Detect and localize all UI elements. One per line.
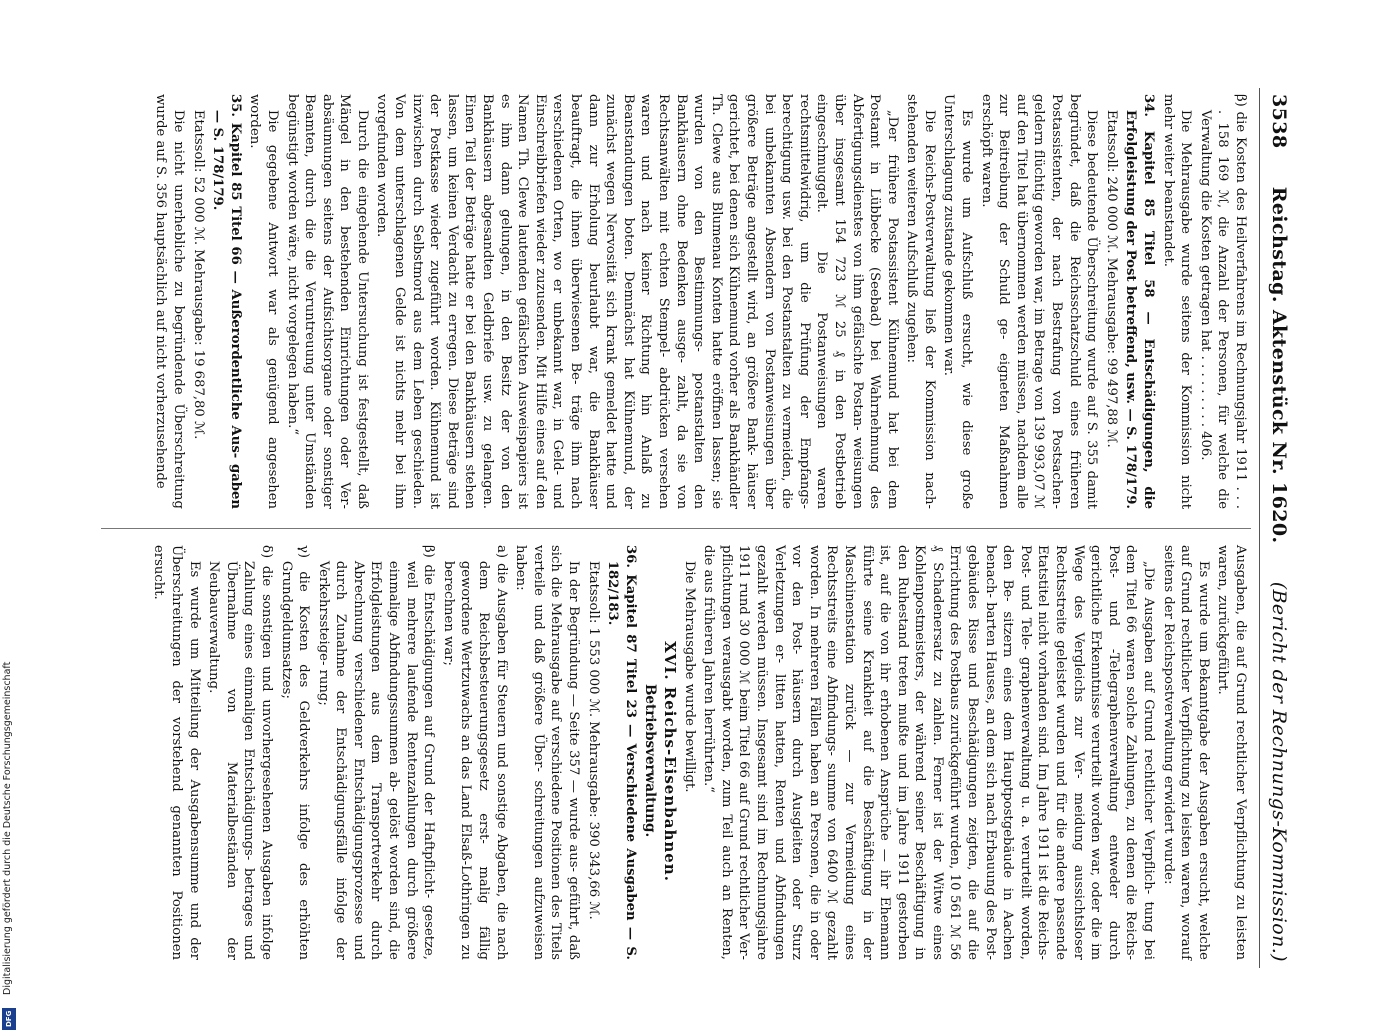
paragraph: In der Begründung — Seite 357 — wurde aus- geführt, daß sich die Mehrausgabe auf verschiedene Positionen des Titels verteile und daß größere Über- schreitungen aufzuweisen haben: [513, 545, 582, 960]
item-36-etat: Etatssoll: 1 553 000 ℳ. Mehrausgabe: 390 343,66 ℳ. [585, 560, 601, 920]
item-34-etat: Etatssoll: 240 000 ℳ. Mehrausgabe: 99 497,88 ℳ. [1103, 109, 1119, 448]
page-subtitle: (Bericht der Rechnungs-Kommission.) [1268, 581, 1290, 962]
quotation: „Die Ausgaben auf Grund rechtlicher Verpflich- tung bei dem Titel 66 waren solche Zahlungen, zu denen die Reichs-Post- und -Telegraphenverwaltung entweder durch gerichtliche Erkenntnisse verurteilt worden war, oder die im Wege des Vergleichs zur Ver- meidung aussichtsloser Rechtsstreite geleistet wurden und für die andere passende Etatstitel nicht vorhanden sind. Im Jahre 1911 ist die Reichs-Post- und Tele- graphenverwaltung u. a. verurteilt worden, den Be- sitzern eines dem Hauptpostgebäude in Aachen benach- barten Hauses, an dem sich nach Erbauung des Post- gebäudes Risse und Beschädigungen zeigten, die auf die Errichtung des Postbaus zurückgeführt wurden, 10 561 ℳ 56 ₰ Schadenersatz zu zahlen. Ferner ist der Witwe eines Kohlenpostmeisters, der während seiner Beschäftigung in den Ruhestand treten mußte und im Jahre 1911 gestorben ist, auf die von ihr erhobenen Ansprüche — ihr Ehemann führte seine Krankheit auf die Beschäftigung in der Maschinenstation zurück — zur Vermeidung eines Rechtsstreits eine Abfindungs- summe von 6400 ℳ gezahlt worden. In mehreren Fällen haben an Personen, die in oder vor den Post- häusern durch Ausgleiten oder Sturz Verletzungen er- litten hatten, Renten und Abfindungen gezahlt werden müssen. Insgesamt sind im Rechnungsjahre 1911 rund 30 000 ℳ beim Titel 66 auf Grund rechtlicher Ver- pflichtungen verausgabt worden, zum Teil auch an Renten, die aus früheren Jahren herrührten.“ [701, 545, 1157, 960]
quotation: „Der frühere Postassistent Kühnemund hat bei dem Postamt in Lübbecke (Seebad) bei Wahrnehmung des Abfertigungsdienstes von ihm gefälschte Postan- weisungen über insgesamt 154 723 ℳ 25 ₰ in den Postbetrieb eingeschmuggelt. Die Postanweisungen waren rechtsmittelwidrig, um die Prüfung der Empfangs- berechtigung usw. bei den Postanstalten zu vermeiden, die bei unbekannten Absendern von Postanweisungen über größere Beträge angestellt wird, an größere Bank- häuser gerichtet, bei denen sich Kühnemund vorher als Bankhändler Th. Clewe aus Blumenau Konten hatte eröffnen lassen; sie wurden von den Bestimmungs- postanstalten den Bankhäusern ohne Bedenken ausge- zahlt, da sie von Rechtsanwälten mit echten Stempel- abdrücken versehen waren und nach keiner Richtung hin Anlaß zu Beanstandungen boten. Demnächst hat Kühnemund, der zunächst wegen Nervosität sich krank gemeldet hatte und dann zur Erholung beurlaubt war, die Bankhäuser beauftragt, die ihnen überwiesenen Be- träge ihm nach verschiedenen Orten, wo er unbekannt war, in Geld- und Einschreibbriefen wieder zuzusenden. Mit Hilfe eines auf den Namen Th. Clewe lautenden gefälschten Ausweispapiers ist es ihm dann gelungen, in den Besitz der von den Bankhäusern abgesandten Geldbriefe usw. zu gelangen. Einen Teil der Beträge hatte er bei den Bankhäusern stehen lassen, um keinen Verdacht zu erregen. Diese Beträge sind der Postkasse wieder zugeführt worden. Kühnemund ist inzwischen durch Selbstmord aus dem Leben geschieden. Von dem unterschlagenen Gelde ist nichts mehr bei ihm vorgefunden worden. [374, 94, 900, 509]
page-title: Reichstag. Aktenstück Nr. 1620. [1268, 186, 1290, 544]
dfg-logo: DFG [2, 1008, 16, 1030]
digitization-credit [2, 40, 16, 1028]
section-title: XVI. Reichs-Eisenbahnen. [661, 641, 679, 882]
right-column [148, 545, 1249, 960]
left-column [150, 94, 1249, 509]
list-item: β) die Entschädigungen auf Grund der Haftpflicht- gesetze, weil mehrere laufende Rentenzahlungen durch größere einmalige Abfindungssummen ab- gelöst worden sind, die Erfolgleistungen aus dem Transportverkehr durch Abrechnung verschiedener Entschädigungsprozesse und durch Zunahme der Entschädigungsfälle infolge der Verkehrssteige- rung; [315, 545, 437, 960]
item-36-heading: 36. Kapitel 87 Titel 23 — Verschiedene Ausgaben — S. 182/183. [605, 545, 638, 960]
paragraph: Die gegebene Antwort war als genügend angesehen worden. [247, 94, 280, 509]
item-34-heading: 34. Kapitel 85 Titel 58 — Entschädigungen, die Erfolgleistung der Post betreffend, usw. — S. 178/179. [1123, 94, 1157, 509]
paragraph: Die Reichs-Postverwaltung ließ der Kommission nach- stehenden weiteren Aufschluß zugehen: [904, 94, 937, 509]
list-item: δ) die sonstigen und unvorhergesehenen Ausgaben infolge Zahlung eines einmaligen Entschädigungs- betrages und Übernahme von Materialbeständen der Neubauverwaltung. [206, 545, 274, 960]
item-beta-costs: β) die Kosten des Heilverfahrens im Rechnungsjahr 1911 . . . . 158 169 ℳ, die Anzahl der Personen, für welche die Verwaltung die Kosten getragen hat . . . . . . . . . 406. [1197, 94, 1248, 509]
section-subtitle: Betriebsverwaltung. [642, 684, 659, 838]
text-columns [89, 88, 1259, 968]
paragraph: Es wurde um Aufschluß ersucht, wie diese große Unterschlagung zustande gekommen war. [941, 94, 975, 509]
paragraph: Ausgaben, die auf Grund rechtlicher Verpflichtung zu leisten waren, zurückgeführt. [1215, 545, 1248, 960]
paragraph: Die nicht unerhebliche zu begründende Überschreitung wurde auf S. 356 hauptsächlich auf nicht vorherzusehende [153, 94, 186, 509]
item-35-heading: 35. Kapitel 85 Titel 66 — Außerordentliche Aus- gaben — S. 178/179. [210, 94, 243, 509]
credit-text: Digitalisierung gefördert durch die Deutsche Forschungsgemeinschaft [2, 661, 13, 995]
paragraph: Die Mehrausgabe wurde seitens der Kommission nicht mehr weiter beanstandet. [1160, 94, 1194, 509]
paragraph: Die Mehrausgabe wurde bewilligt. [681, 560, 697, 793]
item-35-etat: Etatssoll: 52 000 ℳ. Mehrausgabe: 19 687,80 ℳ. [190, 109, 206, 440]
rotated-document [80, 88, 1290, 968]
paragraph: Es wurde um Mitteilung der Ausgabensumme und der Überschreitungen der vorstehend genannten Positionen ersucht. [151, 545, 202, 960]
paragraph: Diese bedeutende Überschreitung wurde auf S. 355 damit begründet, daß die Reichsschatzschuld eines früheren Postassistenten, der nach Bestrafung von Postsachen- geldern flüchtig geworden war, im Betrage von 139 993,07 ℳ auf den Titel hat übernommen werden müssen, nachdem alle zur Beitreibung der Schuld ge- eigneten Maßnahmen erschöpft waren. [978, 94, 1100, 509]
page-number: 3538 [1268, 94, 1290, 149]
list-item: a) die Ausgaben für Steuern und sonstige Abgaben, die nach dem Reichsbesteuerungsgesetz erst- malig fällig gewordene Wertzuwachs an das Land Elsaß-Lothringen zu berechnen war; [440, 545, 509, 960]
page-header [1259, 88, 1290, 968]
column-divider [101, 528, 1251, 529]
quotation: Durch die eingehende Untersuchung ist festgestellt, daß Mängel in den bestehenden Einrichtungen oder Ver- absäumungen seitens der Aufsichtsorgane oder sonstiger Beamten, durch die die Veruntreuung unter Umständen begünstigt worden wäre, nicht vorgelegen haben.“ [284, 94, 370, 509]
paragraph: Es wurde um Bekanntgabe der Ausgaben ersucht, welche auf Grund rechtlicher Verpflichtung zu leisten waren, worauf seitens der Reichspostverwaltung erwidert wurde: [1160, 545, 1211, 960]
list-item: γ) die Kosten des Geldverkehrs infolge des erhöhten Grundgeldumsatzes; [278, 545, 312, 960]
